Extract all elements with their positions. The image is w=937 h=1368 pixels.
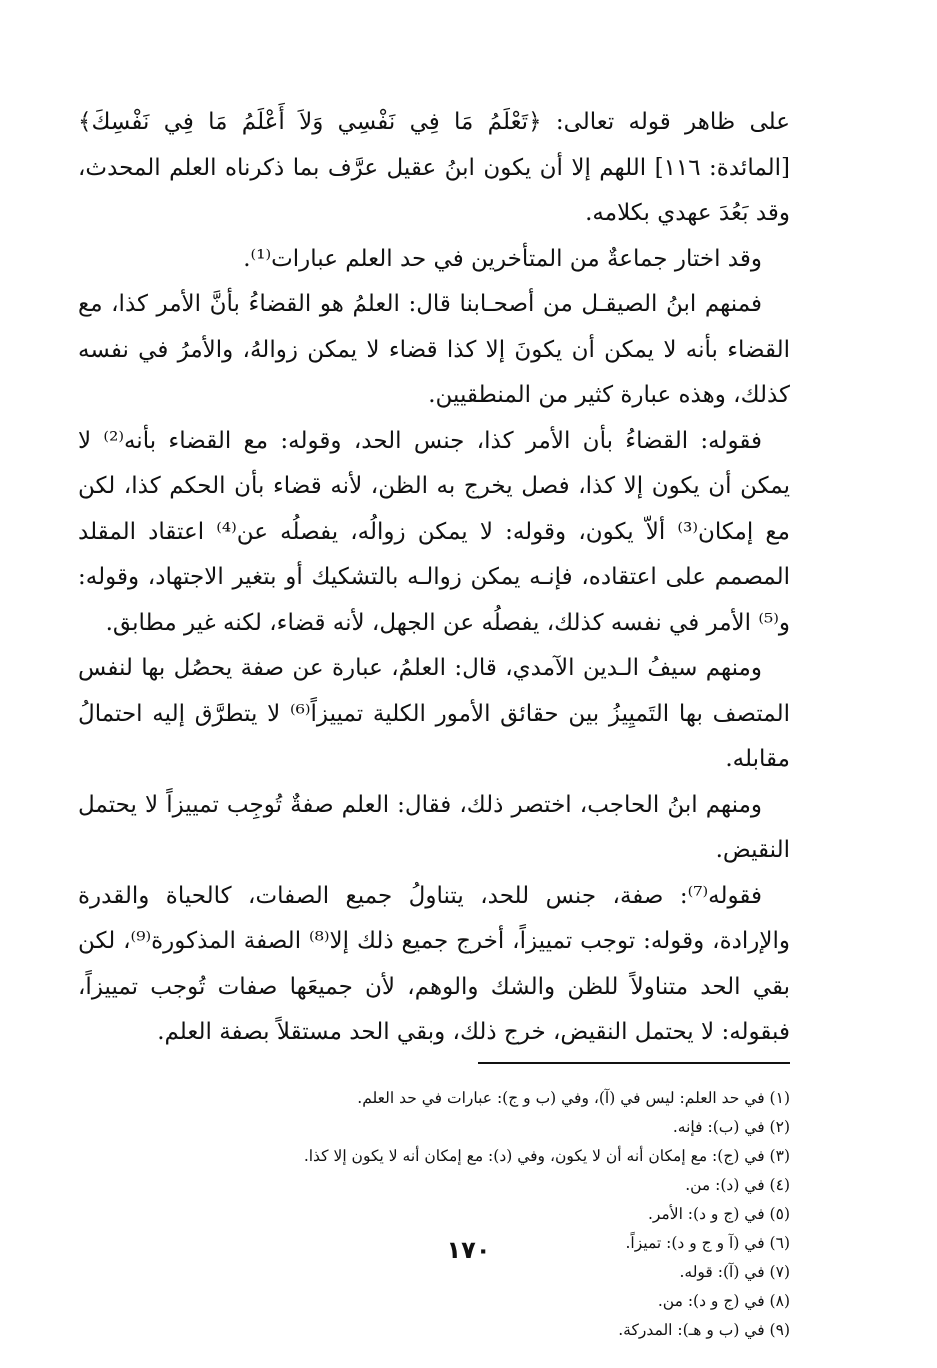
footnote: (٥) في (ج و د): الأمر. <box>647 1204 790 1223</box>
footnotes <box>78 1084 790 1345</box>
paragraph: ومنهم ابنُ الحاجب، اختصر ذلك، فقال: العلم صفةٌ تُوجِب تمييزاً لا يحتمل النقيض. <box>78 791 790 863</box>
footnote: (٢) في (ب): فإنه. <box>672 1117 790 1136</box>
page-body <box>78 100 790 1345</box>
footnote: (١) في حد العلم: ليس في (آ)، وفي (ب و ج): عبارات في حد العلم. <box>357 1088 790 1107</box>
paragraph: ومنهم سيفُ الـدين الآمدي، قال: العلمُ، عبارة عن صفة يحصُل بها لنفس المتصف بها التَميِيزُ بين حقائق الأمور الكلية تمييزاً⁽⁶⁾ لا يتطرَّق إليه احتمالُ مقابله. <box>78 655 790 772</box>
paragraph: فمنهم ابنُ الصيقـل من أصحـابنا قال: العلمُ هو القضاءُ بأنَّ الأمر كذا، مع القضاء بأنه لا يمكن أن يكونَ إلا كذا قضاء لا يمكن زوالهُ، والأمرُ في نفسه كذلك، وهذه عبارة كثير من المنطقيين. <box>78 291 790 408</box>
footnote: (٨) في (ج و د): من. <box>657 1291 790 1310</box>
paragraph: فقوله: القضاءُ بأن الأمر كذا، جنس الحد، وقوله: مع القضاء بأنه⁽²⁾ لا يمكن أن يكون إلا كذا، فصل يخرج به الظن، لأنه قضاء بأن الحكم كذا، لكن مع إمكان⁽³⁾ ألاّ يكون، وقوله: لا يمكن زوالُه، يفصلُه عن⁽⁴⁾ اعتقاد المقلد المصمم على اعتقاده، فإنـه يمكن زوالـه بالتشكيك أو بتغير الاجتهاد، وقوله: و⁽⁵⁾ الأمر في نفسه كذلك، يفصلُه عن الجهل، لأنه قضاء، لكنه غير مطابق. <box>78 427 790 636</box>
footnote: (٩) في (ب و هـ): المدركة. <box>618 1320 790 1339</box>
page-number: ١٧٠ <box>446 1236 491 1264</box>
footnote: (٤) في (د): من. <box>685 1175 790 1194</box>
footnote-divider <box>478 1062 790 1064</box>
footnote: (٦) في (آ و ج و د): تميزاً. <box>625 1233 790 1252</box>
paragraph: فقوله⁽⁷⁾: صفة، جنس للحد، يتناولُ جميع الصفات، كالحياة والقدرة والإرادة، وقوله: توجب تمييزاً، أخرج جميع ذلك إلا⁽⁸⁾ الصفة المذكورة⁽⁹⁾، لكن بقي الحد متناولاً للظن والشك والوهم، لأن جميعَها صفات تُوجب تمييزاً، فبقوله: لا يحتمل النقيض، خرج ذلك، وبقي الحد مستقلاً بصفة العلم. <box>78 882 790 1045</box>
main-text <box>78 100 790 1056</box>
footnote: (٣) في (ج): مع إمكان أنه أن لا يكون، وفي (د): مع إمكان أنه لا يكون إلا كذا. <box>303 1146 790 1165</box>
paragraph: على ظاهر قوله تعالى: ﴿تَعْلَمُ مَا فِي نَفْسِي وَلاَ أَعْلَمُ مَا فِي نَفْسِكَ﴾ [المائدة: ١١٦] اللهم إلا أن يكون ابنُ عقيل عرَّف بما ذكرناه العلم المحدث، وقد بَعُدَ عهدي بكلامه. <box>78 109 791 226</box>
footnote: (٧) في (آ): قوله. <box>679 1262 790 1281</box>
paragraph: وقد اختار جماعةٌ من المتأخرين في حد العلم عبارات⁽¹⁾. <box>243 245 762 272</box>
